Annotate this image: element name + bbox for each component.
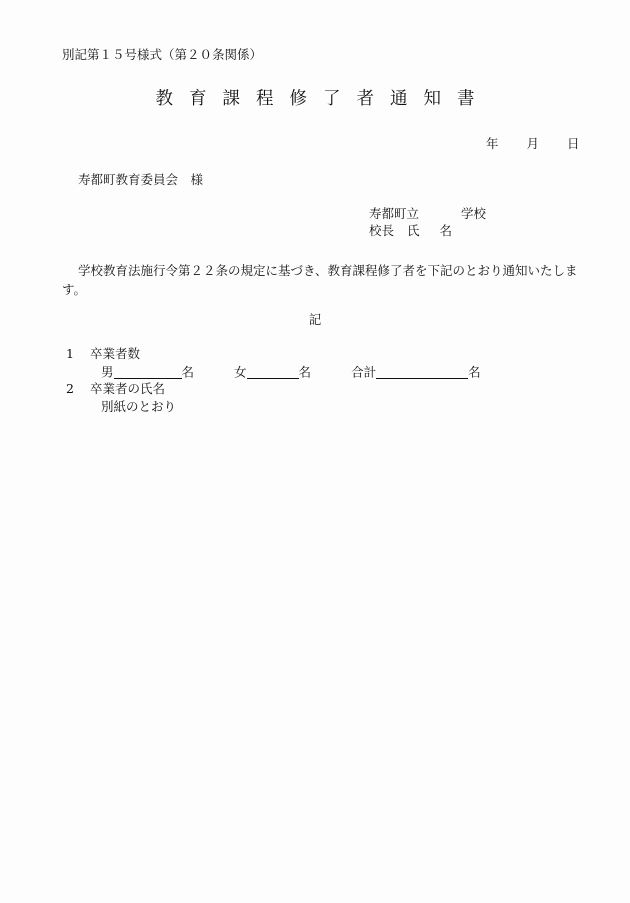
school-suffix: 学校 bbox=[461, 206, 487, 221]
item-2-heading bbox=[66, 383, 165, 396]
item-1-heading bbox=[66, 348, 140, 361]
title-char: 者 bbox=[356, 89, 374, 109]
item-1-number: 1 bbox=[66, 346, 74, 361]
item-2-number: 2 bbox=[66, 381, 74, 396]
female-unit: 名 bbox=[298, 364, 312, 380]
title-char: 育 bbox=[189, 89, 207, 109]
item-1-label: 卒業者数 bbox=[89, 346, 140, 361]
date-line bbox=[486, 138, 580, 151]
item-2-label: 卒業者の氏名 bbox=[89, 381, 165, 396]
title-char: 書 bbox=[457, 89, 475, 109]
title-char: 通 bbox=[390, 89, 408, 109]
female-count-blank[interactable] bbox=[247, 365, 299, 379]
date-day-label: 日 bbox=[567, 136, 580, 151]
female-label: 女 bbox=[234, 364, 247, 380]
school-prefix: 寿都町立 bbox=[369, 206, 420, 221]
form-number: 別記第１５号様式（第２０条関係） bbox=[62, 47, 263, 62]
sender-school bbox=[369, 208, 486, 221]
addressee: 寿都町教育委員会 様 bbox=[78, 172, 204, 187]
principal-title: 校長 bbox=[369, 223, 395, 238]
total-label: 合計 bbox=[351, 364, 377, 380]
title-char: 程 bbox=[256, 89, 274, 109]
total-unit: 名 bbox=[468, 364, 481, 380]
title-char: 了 bbox=[323, 89, 341, 109]
sender-principal bbox=[369, 225, 452, 238]
title-char: 修 bbox=[289, 89, 307, 109]
title-char: 課 bbox=[222, 89, 240, 109]
title-char: 教 bbox=[155, 89, 173, 109]
document-title bbox=[0, 91, 630, 109]
title-char: 知 bbox=[423, 89, 441, 109]
date-year-label: 年 bbox=[486, 136, 499, 151]
ki-heading: 記 bbox=[308, 312, 322, 327]
graduate-counts bbox=[101, 365, 481, 379]
male-unit: 名 bbox=[181, 364, 195, 380]
principal-name-label-2: 名 bbox=[439, 223, 453, 238]
date-month-label: 月 bbox=[526, 136, 540, 151]
item-2-detail: 別紙のとおり bbox=[101, 399, 177, 414]
total-count-blank[interactable] bbox=[376, 365, 468, 379]
body-paragraph: 学校教育法施行令第２２条の規定に基づき、教育課程修了者を下記のとおり通知いたします。 bbox=[62, 263, 578, 297]
male-label: 男 bbox=[101, 364, 114, 380]
principal-name-label-1: 氏 bbox=[407, 223, 420, 238]
male-count-blank[interactable] bbox=[114, 365, 182, 379]
